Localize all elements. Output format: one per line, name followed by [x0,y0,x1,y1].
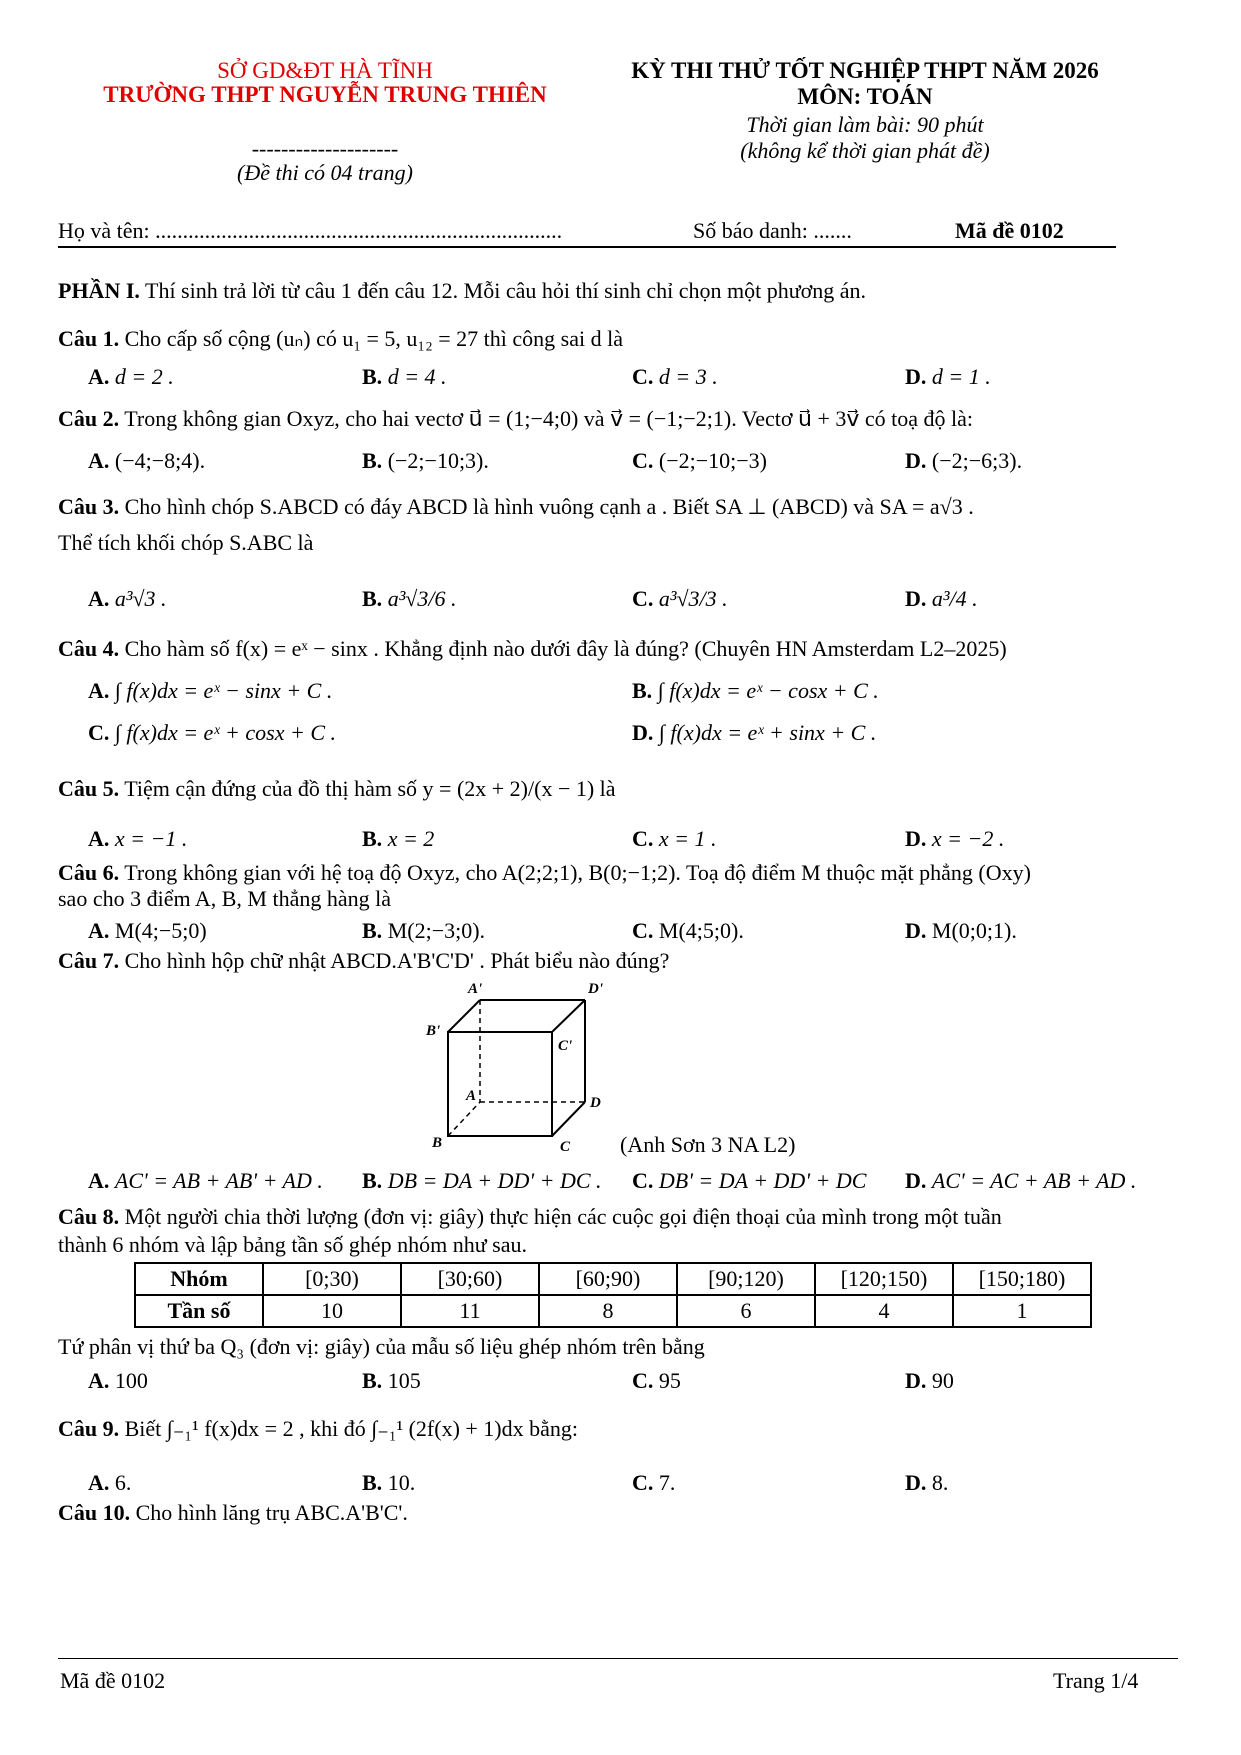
q5-option-a[interactable]: A. x = −1 . [88,826,188,851]
table-cell: [120;150) [815,1263,953,1295]
q1-option-c[interactable]: C. d = 3 . [632,364,718,389]
question-1: Câu 1. Cho cấp số cộng (uₙ) có u₁ = 5, u₁₂ = 27 thì công sai d là [58,326,623,351]
q6-option-d[interactable]: D. M(0;0;1). [905,918,1017,943]
table-cell: 10 [263,1295,401,1327]
q4-option-a[interactable]: A. ∫ f(x)dx = eˣ − sinx + C . [88,678,333,703]
question-6: Câu 6. Trong không gian với hệ toạ độ Oxyz, cho A(2;2;1), B(0;−1;2). Toạ độ điểm M thuộc mặt phẳng (Oxy) [58,860,1031,885]
table-row [135,1263,1091,1295]
q9-option-a[interactable]: A. 6. [88,1470,132,1495]
question-9: Câu 9. Biết ∫₋₁¹ f(x)dx = 2 , khi đó ∫₋₁¹ (2f(x) + 1)dx bằng: [58,1416,579,1441]
q7-option-d[interactable]: D. AC' = AC + AB + AD . [905,1168,1137,1193]
question-7-source: (Anh Sơn 3 NA L2) [620,1132,796,1157]
q3-option-a[interactable]: A. a³√3 . [88,586,167,611]
question-8: Câu 8. Một người chia thời lượng (đơn vị: giây) thực hiện các cuộc gọi điện thoại của mình trong một tuần [58,1204,1002,1229]
label-c: C [560,1139,571,1155]
table-cell: 1 [953,1295,1091,1327]
q2-option-a[interactable]: A. (−4;−8;4). [88,448,206,473]
q3-option-b[interactable]: B. a³√3/6 . [362,586,457,611]
label-d-prime: D' [588,981,603,997]
q3-option-c[interactable]: C. a³√3/3 . [632,586,728,611]
table-cell: [0;30) [263,1263,401,1295]
q6-option-a[interactable]: A. M(4;−5;0) [88,918,207,943]
question-10: Câu 10. Cho hình lăng trụ ABC.A'B'C'. [58,1500,408,1525]
q9-option-b[interactable]: B. 10. [362,1470,416,1495]
label-b: B [432,1135,443,1151]
question-4: Câu 4. Cho hàm số f(x) = eˣ − sinx . Khẳng định nào dưới đây là đúng? (Chuyên HN Amsterdam L2–2025) [58,636,1007,661]
q7-option-a[interactable]: A. AC' = AB + AB' + AD . [88,1168,323,1193]
q4-option-b[interactable]: B. ∫ f(x)dx = eˣ − cosx + C . [632,678,879,703]
question-5: Câu 5. Tiệm cận đứng của đồ thị hàm số y = (2x + 2)/(x − 1) là [58,776,616,801]
exam-title: KỲ THI THỬ TỐT NGHIỆP THPT NĂM 2026 [631,58,1099,83]
q7-option-c[interactable]: C. DB' = DA + DD' + DC [632,1168,867,1193]
q4-option-c[interactable]: C. ∫ f(x)dx = eˣ + cosx + C . [88,720,336,745]
footer-exam-code: Mã đề 0102 [60,1668,166,1693]
q1-option-a[interactable]: A. d = 2 . [88,364,174,389]
exam-time: Thời gian làm bài: 90 phút [746,112,984,137]
label-b-prime: B' [426,1023,441,1039]
table-header-frequency: Tần số [135,1295,263,1327]
question-7: Câu 7. Cho hình hộp chữ nhật ABCD.A'B'C'D' . Phát biểu nào đúng? [58,948,670,973]
school-name: TRƯỜNG THPT NGUYỄN TRUNG THIÊN [103,82,547,107]
label-a: A [466,1088,477,1104]
q2-option-b[interactable]: B. (−2;−10;3). [362,448,489,473]
q9-option-d[interactable]: D. 8. [905,1470,949,1495]
exam-time-note: (không kể thời gian phát đề) [740,138,990,163]
q6-option-b[interactable]: B. M(2;−3;0). [362,918,486,943]
exam-code: Mã đề 0102 [955,218,1064,243]
candidate-number-field: Số báo danh: ....... [693,218,852,243]
q5-option-b[interactable]: B. x = 2 [362,826,435,851]
question-3: Câu 3. Cho hình chóp S.ABCD có đáy ABCD là hình vuông cạnh a . Biết SA ⊥ (ABCD) và SA = a√3 . [58,494,974,519]
q3-option-d[interactable]: D. a³/4 . [905,586,978,611]
question-8-line2: thành 6 nhóm và lập bảng tần số ghép nhóm như sau. [58,1232,527,1257]
table-cell: [150;180) [953,1263,1091,1295]
q1-option-d[interactable]: D. d = 1 . [905,364,991,389]
footer-divider [58,1658,1178,1659]
candidate-name-field: Họ và tên: .......................................................................... [58,218,563,243]
table-cell: 4 [815,1295,953,1327]
q8-option-b[interactable]: B. 105 [362,1368,421,1393]
question-6-line2: sao cho 3 điểm A, B, M thẳng hàng là [58,886,392,911]
table-cell: [90;120) [677,1263,815,1295]
q1-option-b[interactable]: B. d = 4 . [362,364,447,389]
header-dashes: -------------------- [251,136,399,161]
table-header-group: Nhóm [135,1263,263,1295]
q8-option-a[interactable]: A. 100 [88,1368,148,1393]
part-instructions: PHẦN I. Thí sinh trả lời từ câu 1 đến câu 12. Mỗi câu hỏi thí sinh chỉ chọn một phương án. [58,278,867,303]
cuboid-figure [420,975,620,1155]
table-row [135,1295,1091,1327]
table-cell: 11 [401,1295,539,1327]
subject: MÔN: TOÁN [797,84,933,109]
label-c-prime: C' [558,1038,573,1054]
footer-page-number: Trang 1/4 [1053,1668,1139,1693]
q7-option-b[interactable]: B. DB = DA + DD' + DC . [362,1168,602,1193]
q6-option-c[interactable]: C. M(4;5;0). [632,918,744,943]
pages-note: (Đề thi có 04 trang) [237,160,413,185]
table-cell: 6 [677,1295,815,1327]
question-8-line3: Tứ phân vị thứ ba Q₃ (đơn vị: giây) của mẫu số liệu ghép nhóm trên bằng [58,1334,705,1359]
label-a-prime: A' [468,981,483,997]
table-cell: 8 [539,1295,677,1327]
q2-option-c[interactable]: C. (−2;−10;−3) [632,448,767,473]
header-divider [58,246,1116,248]
q8-option-c[interactable]: C. 95 [632,1368,681,1393]
table-cell: [30;60) [401,1263,539,1295]
table-cell: [60;90) [539,1263,677,1295]
frequency-table [134,1262,1092,1328]
q8-option-d[interactable]: D. 90 [905,1368,954,1393]
label-d: D [590,1095,601,1111]
question-2: Câu 2. Trong không gian Oxyz, cho hai vectơ u⃗ = (1;−4;0) và v⃗ = (−1;−2;1). Vectơ u⃗ + 3v⃗ có toạ độ là: [58,406,974,431]
question-3-line2: Thể tích khối chóp S.ABC là [58,530,314,555]
department-name: SỞ GD&ĐT HÀ TĨNH [217,58,433,83]
q9-option-c[interactable]: C. 7. [632,1470,676,1495]
q2-option-d[interactable]: D. (−2;−6;3). [905,448,1023,473]
q5-option-c[interactable]: C. x = 1 . [632,826,717,851]
q4-option-d[interactable]: D. ∫ f(x)dx = eˣ + sinx + C . [632,720,877,745]
q5-option-d[interactable]: D. x = −2 . [905,826,1005,851]
